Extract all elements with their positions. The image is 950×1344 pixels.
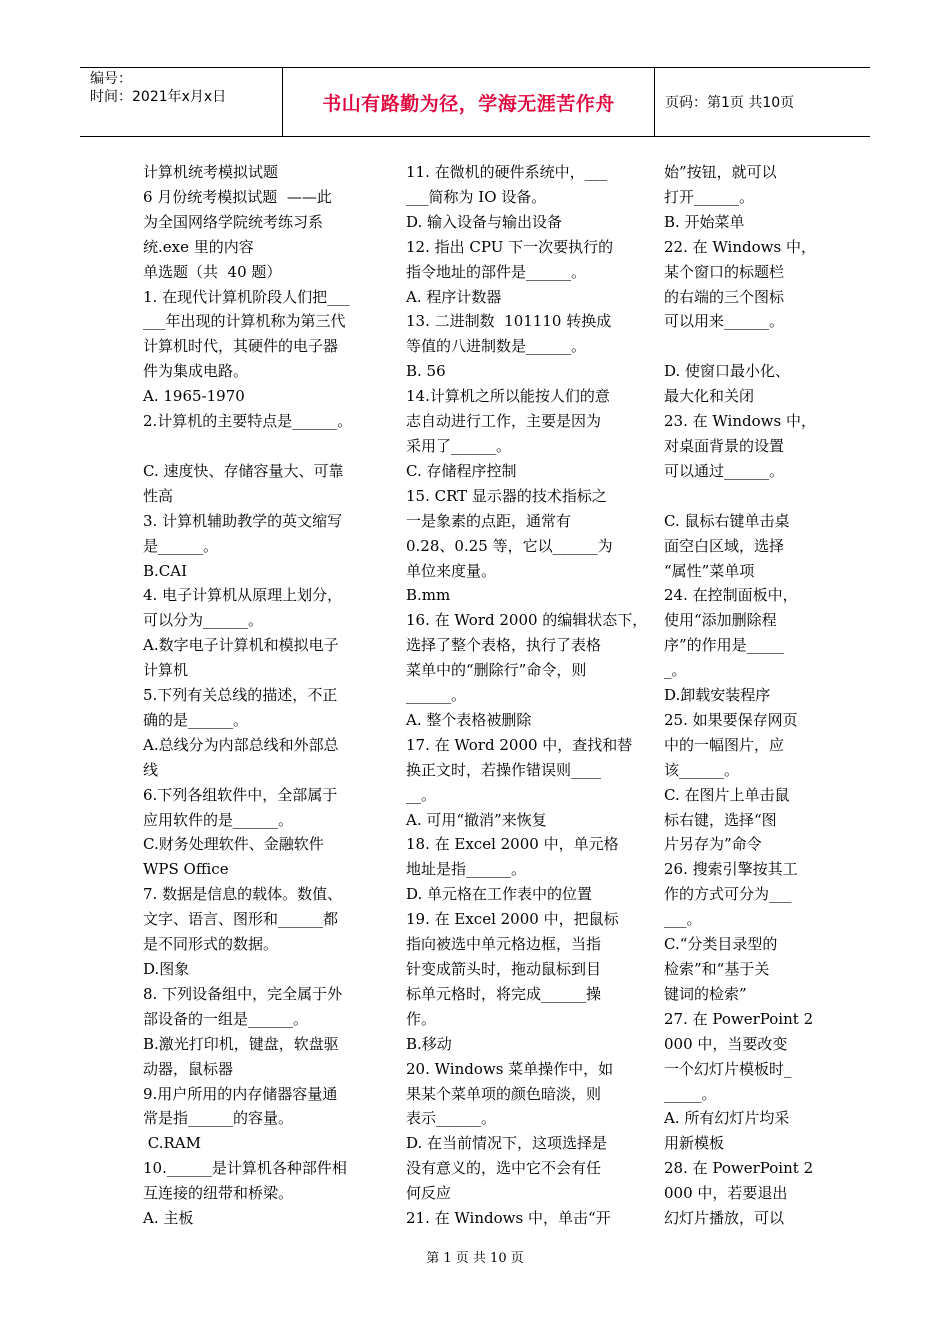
code-label: 编号： (90, 71, 132, 87)
text-line: 22. 在 Windows 中， (664, 237, 816, 256)
text-line: 中的一幅图片，应 (664, 735, 785, 754)
text-line: B.激光打印机，键盘，软盘驱 (143, 1034, 339, 1053)
text-line: 地址是指______。 (406, 860, 527, 879)
text-line: 27. 在 PowerPoint 2 (664, 1009, 814, 1028)
text-line: 等值的八进制数是______。 (406, 337, 587, 356)
text-line: D. 单元格在工作表中的位置 (406, 885, 593, 904)
header-motto: 书山有路勤为径，学海无涯苦作舟 (283, 68, 655, 136)
text-line: 始”按钮，就可以 (664, 163, 777, 181)
text-line: 标单元格时，将完成______操 (406, 984, 602, 1003)
text-line: C. 存储程序控制 (406, 461, 517, 480)
text-line: B.CAI (143, 561, 188, 580)
text-line: 使用“添加删除程 (664, 611, 777, 630)
text-line: __。 (406, 785, 437, 804)
text-line: D. 使窗口最小化、 (664, 362, 791, 381)
text-line: 20. Windows 菜单操作中，如 (406, 1059, 614, 1078)
text-line: 作的方式可分为___ (664, 885, 792, 904)
text-line: D. 在当前情况下，这项选择是 (406, 1134, 608, 1153)
text-line: 12. 指出 CPU 下一次要执行的 (406, 237, 614, 256)
text-line: 14.计算机之所以能按人们的意 (406, 387, 610, 406)
text-line: 的右端的三个图标 (664, 287, 785, 306)
text-line: 0.28、0.25 等，它以______为 (406, 536, 613, 555)
text-line: 一个幻灯片模板时_ (664, 1059, 792, 1078)
text-line: 000 中，当要改变 (664, 1034, 788, 1053)
text-line: 26. 搜索引擎按其工 (664, 860, 798, 879)
text-line: 没有意义的，选中它不会有任 (406, 1159, 602, 1178)
text-line: C. 鼠标右键单击桌 (664, 511, 790, 530)
text-line: 用新模板 (664, 1134, 725, 1153)
text-line: 4. 电子计算机从原理上划分， (143, 586, 343, 605)
text-line: 5.下列有关总线的描述，不正 (143, 686, 338, 705)
text-line (143, 434, 381, 459)
text-line: 该______。 (664, 760, 740, 779)
text-line: 选择了整个表格，执行了表格 (406, 636, 602, 655)
page-footer: 第 1 页 共 10 页 (426, 1251, 524, 1266)
text-line: 是______。 (143, 536, 219, 555)
text-line: 19. 在 Excel 2000 中，把鼠标 (406, 910, 619, 929)
text-line: A. 程序计数器 (406, 287, 502, 306)
text-column-1 (143, 160, 381, 1231)
text-line: 果某个菜单项的颜色暗淡，则 (406, 1084, 602, 1103)
text-line: “属性”菜单项 (664, 561, 755, 580)
text-line: 13. 二进制数 101110 转换成 (406, 312, 612, 331)
text-line: 互连接的纽带和桥梁。 (143, 1184, 294, 1203)
text-line: 17. 在 Word 2000 中，查找和替 (406, 735, 633, 754)
text-line: 为全国网络学院统考练习系 (143, 212, 324, 231)
text-line: 何反应 (406, 1184, 452, 1203)
text-line: 23. 在 Windows 中， (664, 412, 816, 431)
text-line: 指向被选中单元格边框，当指 (406, 935, 602, 954)
text-line: C. 在图片上单击鼠 (664, 785, 790, 804)
text-line: 表示______。 (406, 1109, 497, 1128)
text-line: 计算机 (143, 661, 189, 680)
text-line: 菜单中的“删除行”命令，则 (406, 661, 587, 680)
text-line: 28. 在 PowerPoint 2 (664, 1159, 814, 1178)
text-line: 最大化和关闭 (664, 387, 755, 406)
text-line: C. 速度快、存储容量大、可靠 (143, 461, 344, 480)
text-line: 作。 (406, 1009, 437, 1028)
text-line: 采用了______。 (406, 436, 512, 455)
text-line: A. 主板 (143, 1209, 194, 1228)
text-line: C.财务处理软件、金融软件 (143, 835, 324, 854)
text-line: 换正文时，若操作错误则____ (406, 760, 602, 779)
text-line: B. 56 (406, 362, 446, 381)
text-line: ___年出现的计算机称为第三代 (143, 312, 346, 331)
text-line: D.图象 (143, 960, 190, 978)
text-line: 文字、语言、图形和______都 (143, 910, 339, 929)
text-line: A. 可用“撤消”来恢复 (406, 810, 547, 829)
text-line: A. 整个表格被删除 (406, 710, 532, 729)
text-line: 面空白区域，选择 (664, 536, 785, 555)
text-line: 键词的检索” (664, 984, 747, 1003)
text-line: 25. 如果要保存网页 (664, 710, 798, 729)
page-header (80, 67, 870, 137)
text-line: 对桌面背景的设置 (664, 436, 785, 455)
text-line: 8. 下列设备组中，完全属于外 (143, 984, 343, 1003)
text-line: A. 所有幻灯片均采 (664, 1109, 790, 1128)
text-line: 21. 在 Windows 中，单击“开 (406, 1209, 611, 1228)
text-line: 单位来度量。 (406, 561, 497, 580)
text-line: 计算机时代，其硬件的电子器 (143, 337, 339, 356)
text-line: C.RAM (143, 1134, 201, 1153)
text-line: 7. 数据是信息的载体。数值、 (143, 885, 343, 904)
text-line: 16. 在 Word 2000 的编辑状态下， (406, 611, 648, 630)
text-line (664, 334, 814, 359)
text-line: 10.______是计算机各种部件相 (143, 1159, 347, 1178)
text-line: B.移动 (406, 1034, 452, 1053)
text-line: 某个窗口的标题栏 (664, 262, 785, 281)
text-line: 统.exe 里的内容 (143, 237, 254, 256)
text-line: 可以通过______。 (664, 461, 785, 480)
text-line: C.“分类目录型的 (664, 935, 778, 954)
text-line: 可以分为______。 (143, 611, 264, 630)
text-line: B. 开始菜单 (664, 212, 745, 231)
text-line: 1. 在现代计算机阶段人们把___ (143, 287, 350, 306)
header-meta (80, 68, 283, 136)
text-line: 000 中，若要退出 (664, 1184, 788, 1203)
text-line: 片另存为”命令 (664, 835, 762, 854)
text-line: ______。 (406, 686, 467, 705)
text-line: WPS Office (143, 860, 229, 879)
text-line: B.mm (406, 586, 451, 605)
text-line: 序”的作用是_____ (664, 636, 785, 655)
text-line: D. 输入设备与输出设备 (406, 212, 563, 231)
text-column-3 (664, 160, 814, 1231)
text-line: 6 月份统考模拟试题 ——此 (143, 187, 332, 206)
text-line: _____。 (664, 1084, 717, 1103)
header-page-info: 页码：第1页 共10页 (665, 95, 795, 111)
text-line: 标右键，选择“图 (664, 810, 777, 829)
text-line: 部设备的一组是______。 (143, 1009, 309, 1028)
text-line: 打开______。 (664, 187, 755, 206)
text-line: A.数字电子计算机和模拟电子 (143, 636, 339, 655)
text-line: 11. 在微机的硬件系统中，___ (406, 163, 608, 181)
time-label: 时间：2021年x月x日 (90, 89, 227, 105)
text-line: 计算机统考模拟试题 (143, 163, 279, 181)
text-line: 志自动进行工作，主要是因为 (406, 412, 602, 431)
text-line: 2.计算机的主要特点是______。 (143, 412, 353, 431)
text-line: A. 1965-1970 (143, 387, 245, 406)
text-line: 确的是______。 (143, 710, 249, 729)
text-line: 指令地址的部件是______。 (406, 262, 587, 281)
text-line: 件为集成电路。 (143, 362, 249, 381)
text-line: 性高 (143, 486, 174, 505)
text-line: 是不同形式的数据。 (143, 935, 279, 954)
text-line (664, 484, 814, 509)
text-line: D.卸载安装程序 (664, 686, 771, 705)
text-line: 应用软件的是______。 (143, 810, 294, 829)
text-line: 针变成箭头时，拖动鼠标到目 (406, 960, 602, 978)
text-line: _。 (664, 661, 687, 680)
text-line: 检索”和“基于关 (664, 960, 770, 978)
text-column-2 (406, 160, 648, 1231)
text-line: 动器，鼠标器 (143, 1059, 234, 1078)
text-line: A.总线分为内部总线和外部总 (143, 735, 339, 754)
text-line: 一是象素的点距，通常有 (406, 511, 572, 530)
text-line: 3. 计算机辅助教学的英文缩写 (143, 511, 343, 530)
text-line: ___。 (664, 910, 702, 929)
text-line: 15. CRT 显示器的技术指标之 (406, 486, 607, 505)
text-line: 可以用来______。 (664, 312, 785, 331)
text-line: 9.用户所用的内存储器容量通 (143, 1084, 338, 1103)
text-line: ___简称为 IO 设备。 (406, 187, 547, 206)
text-line: 单选题（共 40 题） (143, 262, 282, 281)
text-line: 6.下列各组软件中，全部属于 (143, 785, 338, 804)
text-line: 线 (143, 760, 159, 779)
text-line: 24. 在控制面板中， (664, 586, 798, 605)
text-line: 常是指______的容量。 (143, 1109, 294, 1128)
text-line: 幻灯片播放，可以 (664, 1209, 785, 1228)
text-line: 18. 在 Excel 2000 中，单元格 (406, 835, 619, 854)
